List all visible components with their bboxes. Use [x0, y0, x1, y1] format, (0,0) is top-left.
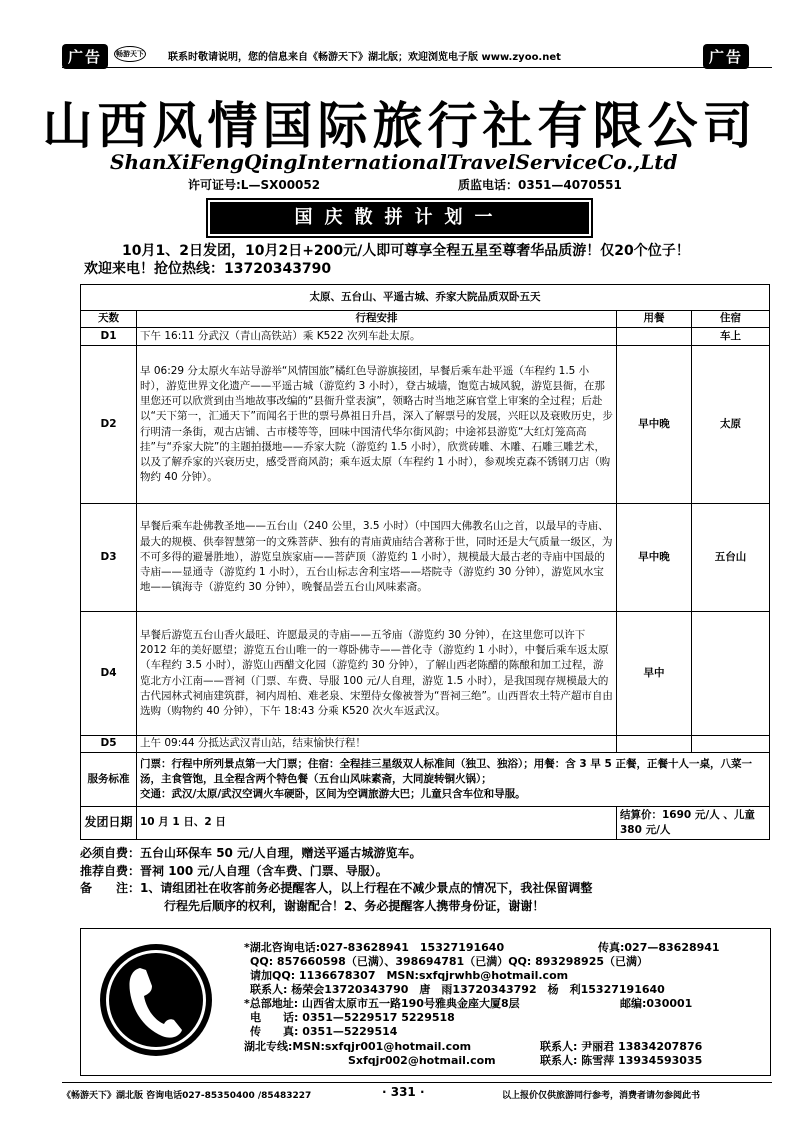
day-stay: 五台山: [692, 504, 770, 612]
price: [617, 807, 770, 840]
qq-add: 请加QQ: 1136678307 MSN:sxfqjrwhb@hotmail.com: [250, 969, 569, 982]
company-name-en: ShanXiFengQingInternationalTravelServiceCo.,Ltd: [110, 150, 678, 174]
header-stay: 住宿: [692, 311, 770, 328]
self-pay-text: 五台山环保车 50 元/人自理，赠送平遥古城游览车。: [140, 846, 422, 860]
day-label: D3: [81, 504, 137, 612]
table-header-row: [81, 311, 770, 328]
contact-person-1: 联系人: 尹丽君 13834207876: [540, 1040, 703, 1053]
license-number: 许可证号:L—SX00052: [188, 178, 321, 192]
day-row: [81, 328, 770, 346]
notes-section: [80, 845, 769, 915]
day-row: [81, 346, 770, 504]
promo-line-2: 欢迎来电！抢位热线：13720343790: [84, 261, 332, 277]
day-row: [81, 736, 770, 753]
day-meals: 早中: [617, 612, 692, 736]
route-title: 太原、五台山、平遥古城、乔家大院品质双卧五天: [81, 285, 770, 311]
hubei-fax: 传真:027—83628941: [598, 941, 720, 954]
hubei-msn-1: 湖北专线:MSN:sxfqjr001@hotmail.com: [244, 1040, 472, 1053]
header-note: 联系时敬请说明，您的信息来自《畅游天下》湖北版；欢迎浏览电子版 www.zyoo.net: [168, 52, 561, 63]
itinerary-table: [80, 284, 770, 840]
footer-left: 《畅游天下》湖北版 咨询电话027-85350400 /85483227: [62, 1091, 312, 1101]
header-meals: 用餐: [617, 311, 692, 328]
day-itinerary: 下午 16:11 分武汉（青山高铁站）乘 K522 次列车赴太原。: [137, 328, 617, 346]
day-stay: 车上: [692, 328, 770, 346]
departure-dates-text: 10 月 1 日、2 日: [140, 816, 226, 829]
footer-right: 以上报价仅供旅游同行参考，消费者请勿参阅此书: [502, 1091, 701, 1101]
remark-label: 备 注：: [80, 881, 141, 895]
recommend-text: 晋祠 100 元/人自理（含车费、门票、导服）。: [140, 863, 388, 878]
day-stay: [692, 612, 770, 736]
service-text-2: 交通：武汉/太原/武汉空调火车硬卧，区间为空调旅游大巴；儿童只含车位和导服。: [140, 788, 526, 801]
header-day: 天数: [81, 311, 137, 328]
service-label: 服务标准: [81, 753, 137, 807]
hubei-msn-2: Sxfqjr002@hotmail.com: [348, 1054, 496, 1067]
hq-fax: 传 真: 0351—5229514: [250, 1025, 398, 1038]
recommend-line: [80, 863, 769, 881]
ad-tag-left: 广告: [62, 44, 108, 69]
ad-tag-right: 广告: [703, 44, 749, 69]
remark-line-2: 行程先后顺序的权利，谢谢配合！2、务必提醒客人携带身份证，谢谢！: [164, 898, 545, 913]
self-pay-label: 必须自费：: [80, 846, 141, 860]
service-text-1: 门票：行程中所列景点第一大门票；住宿：全程挂三星级双人标准间（独卫、独浴）；用餐：含 3 早 5 正餐，正餐十人一桌，八菜一汤，主食管饱，且全程含两个特色餐（五台山风味素斋，大同旋转铜火锅）；: [140, 757, 752, 785]
remark-line: [80, 880, 769, 898]
contact-person-2: 联系人: 陈雪萍 13934593035: [540, 1054, 703, 1067]
remark-text-1: 1、请组团社在收客前务必提醒客人，以上行程在不减少景点的情况下，我社保留调整: [140, 881, 593, 895]
recommend-label: 推荐自费：: [80, 863, 141, 878]
hq-address: *总部地址: 山西省太原市五一路190号雅典金座大厦8层: [244, 997, 520, 1010]
day-meals: [617, 736, 692, 753]
service-row: [81, 753, 770, 807]
departure-dates: [137, 807, 617, 840]
departure-label: 发团日期: [81, 807, 137, 840]
footer-divider: [62, 1082, 772, 1083]
header-itinerary: 行程安排: [137, 311, 617, 328]
quality-phone: 质监电话：0351—4070551: [458, 178, 622, 192]
day-meals: 早中晚: [617, 504, 692, 612]
price-text: 结算价：1690 元/人 、儿童 380 元/人: [620, 808, 755, 836]
day-itinerary: 早 06:29 分太原火车站导游举“风情国旅”橘红色导游旗接团，早餐后乘车赴平遥（车程约 1.5 小时），游览世界文化遗产——平遥古城（游览约 3 小时），登古城墙，饱览古城风貌，游览县衙，在那里您还可以欣赏到由当地故事改编的“县衙升堂表演”，领略古时当地芝麻官堂上审案的全过程；后赴以“天下第一，汇通天下”而闻名于世的票号鼻祖日升昌，深入了解票号的发展，兴旺以及衰败历史，步行明清一条街，观古店铺、古市楼等等，回味中国清代华尔街风韵；中途祁县游览“大红灯笼高高挂”与“乔家大院”的主题拍摄地——乔家大院（游览约 1.5 小时），欣赏砖雕、木雕、石雕三雕艺术，以及了解乔家的兴衰历史，感受晋商风韵；乘车返太原（车程约 1 小时），参观埃克森不锈钢刀店（购物约 40 分钟）。: [137, 346, 617, 504]
company-name-cn: 山西风情国际旅行社有限公司: [42, 96, 758, 155]
day-row: [81, 612, 770, 736]
hq-tel: 电 话: 0351—5229517 5229518: [250, 1011, 455, 1024]
day-row: [81, 504, 770, 612]
day-label: D2: [81, 346, 137, 504]
service-content: [137, 753, 770, 807]
day-itinerary: 早餐后乘车赴佛教圣地——五台山（240 公里，3.5 小时）（中国四大佛教名山之首，以最早的寺庙、最大的规模、供奉智慧第一的文殊菩萨、独有的青庙黄庙结合著称于世，同时还是大气质量一级区，为不可多得的避暑胜地），游览皇族家庙——菩萨顶（游览约 1 小时），规模最大最古老的寺庙中国最的寺庙——显通寺（游览约 1 小时），五台山标志舍利宝塔——塔院寺（游览约 30 分钟），游览风水宝地——镇海寺（游览约 30 分钟），晚餐品尝五台山风味素斋。: [137, 504, 617, 612]
qq-line: QQ: 857660598（已满）、398694781（已满）QQ: 893298925（已满）: [250, 955, 649, 968]
day-meals: [617, 328, 692, 346]
day-label: D5: [81, 736, 137, 753]
day-itinerary: 早餐后游览五台山香火最旺、许愿最灵的寺庙——五爷庙（游览约 30 分钟），在这里您可以许下 2012 年的美好愿望；游览五台山唯一的一尊卧佛寺——普化寺（游览约 1 小时），中餐后乘车返太原（车程约 3.5 小时），游览山西醋文化园（游览约 30 分钟），了解山西老陈醋的陈酿和加工过程，游览北方小江南——晋祠（门票、车费、导服 100 元/人自理，游览 1.5 小时），是我国现存规模最大的古代园林式祠庙建筑群，祠内周柏、难老泉、宋塑侍女像被誉为“晋祠三绝”。山西晋农土特产超市自由选购（购物约 40 分钟），下午 18:43 分乘 K520 次火车返武汉。: [137, 612, 617, 736]
plan-banner: 国庆散拼计划一: [210, 202, 589, 234]
magazine-logo: 畅游天下: [114, 46, 146, 62]
day-label: D4: [81, 612, 137, 736]
day-stay: 太原: [692, 346, 770, 504]
day-meals: 早中晚: [617, 346, 692, 504]
contact-people: 联系人: 杨荣会13720343790 唐 雨13720343792 杨 利15327191640: [250, 983, 665, 996]
self-pay-line: [80, 845, 769, 863]
day-itinerary: 上午 09:44 分抵达武汉青山站，结束愉快行程！: [137, 736, 617, 753]
promo-line-1: 10月1、2日发团，10月2日+200元/人即可尊享全程五星至尊奢华品质游！仅20个位子！: [122, 243, 690, 259]
day-label: D1: [81, 328, 137, 346]
page-number: · 331 ·: [382, 1085, 425, 1099]
hubei-phone: *湖北咨询电话:027-83628941 15327191640: [244, 941, 505, 954]
phone-icon: [96, 940, 216, 1060]
day-stay: [692, 736, 770, 753]
departure-row: [81, 807, 770, 840]
postcode: 邮编:030001: [620, 997, 693, 1010]
header-divider: [62, 67, 772, 68]
